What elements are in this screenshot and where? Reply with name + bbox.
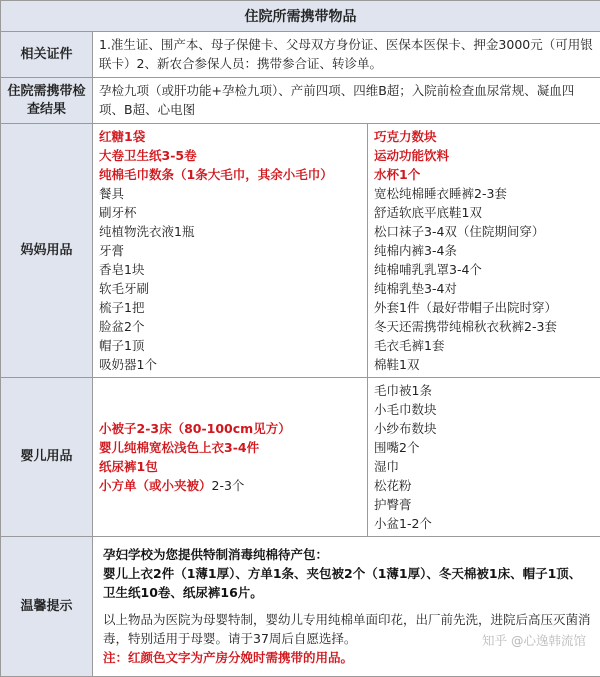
item-text: 小毛巾数块 [374, 402, 437, 417]
list-item [374, 381, 594, 400]
item-text: 餐具 [99, 186, 124, 201]
item-text: 松花粉 [374, 478, 412, 493]
item-text: 冬天还需携带纯棉秋衣秋裤2-3套 [374, 319, 557, 334]
tips-note: 注：红颜色文字为产房分娩时需携带的用品。 [103, 648, 592, 667]
list-item [374, 438, 594, 457]
item-text: 纯棉乳垫3-4对 [374, 281, 457, 296]
list-item [99, 476, 361, 495]
tips-content [93, 537, 600, 677]
item-text: 梳子1把 [99, 300, 144, 315]
item-text: 纯植物洗衣液1瓶 [99, 224, 194, 239]
list-item [374, 336, 594, 355]
item-text: 外套1件（最好带帽子出院时穿） [374, 300, 557, 315]
item-text: 吸奶器1个 [99, 357, 157, 372]
list-item [374, 241, 594, 260]
list-item [99, 355, 361, 374]
tips-package: 婴儿上衣2件（1薄1厚）、方单1条、夹包被2个（1薄1厚）、冬天棉被1床、帽子1顶、卫生纸10卷、纸尿裤16片。 [103, 564, 592, 602]
list-item [99, 165, 361, 184]
docs-text: 1.准生证、围产本、母子保健卡、父母双方身份证、医保本医保卡、押金3000元（可用银联卡）2、新农合参保人员：携带参合证、转诊单。 [93, 32, 600, 78]
list-item [374, 222, 594, 241]
item-text: 纸尿裤1包 [99, 459, 158, 474]
baby-items-right [368, 378, 600, 537]
list-item [374, 514, 594, 533]
list-item [374, 317, 594, 336]
item-text: 大卷卫生纸3-5卷 [99, 148, 197, 163]
item-text: 巧克力数块 [374, 129, 437, 144]
item-text: 帽子1顶 [99, 338, 144, 353]
list-item [374, 476, 594, 495]
list-item [99, 184, 361, 203]
list-item [374, 165, 594, 184]
item-text: 水杯1个 [374, 167, 420, 182]
item-text: 舒适软底平底鞋1双 [374, 205, 482, 220]
item-text: 湿巾 [374, 459, 399, 474]
item-text: 小纱布数块 [374, 421, 437, 436]
list-item [374, 184, 594, 203]
item-text: 红糖1袋 [99, 129, 145, 144]
item-text: 棉鞋1双 [374, 357, 419, 372]
mom-items-right [368, 124, 600, 378]
list-item [99, 203, 361, 222]
list-item [99, 336, 361, 355]
item-text: 刷牙杯 [99, 205, 137, 220]
tips-description: 以上物品为医院为母婴特制，婴幼儿专用纯棉单面印花，出厂前先洗，进院后高压灭菌消毒，特别适用于母婴。请于37周后自愿选择。 [103, 610, 592, 648]
results-text: 孕检九项（或肝功能+孕检九项）、产前四项、四维B超；入院前检查血尿常规、凝血四项、B超、心电图 [93, 78, 600, 124]
list-item [374, 146, 594, 165]
list-item [374, 127, 594, 146]
item-text: 纯棉哺乳乳罩3-4个 [374, 262, 482, 277]
item-text: 运动功能饮料 [374, 148, 449, 163]
item-text: 毛衣毛裤1套 [374, 338, 444, 353]
list-item [374, 260, 594, 279]
list-item [374, 203, 594, 222]
mom-label: 妈妈用品 [1, 124, 93, 378]
list-item [99, 298, 361, 317]
table-title: 住院所需携带物品 [1, 1, 600, 32]
item-text: 护臀膏 [374, 497, 412, 512]
tips-label: 温馨提示 [1, 537, 93, 677]
item-quantity: 2-3个 [212, 478, 245, 493]
list-item [99, 146, 361, 165]
list-item [374, 279, 594, 298]
tips-heading: 孕妇学校为您提供特制消毒纯棉待产包： [103, 545, 592, 564]
baby-items-left [93, 378, 368, 537]
list-item [99, 457, 361, 476]
item-text: 软毛牙刷 [99, 281, 149, 296]
mom-items-left [93, 124, 368, 378]
item-text: 宽松纯棉睡衣睡裤2-3套 [374, 186, 507, 201]
list-item [374, 457, 594, 476]
watermark: 知乎 @心逸韩流馆 [482, 631, 586, 649]
results-label: 住院需携带检查结果 [1, 78, 93, 124]
list-item [374, 400, 594, 419]
list-item [99, 279, 361, 298]
item-text: 小被子2-3床（80-100cm见方） [99, 421, 291, 436]
list-item [374, 355, 594, 374]
item-text: 小方单（或小夹被） [99, 478, 212, 493]
list-item [99, 317, 361, 336]
item-text: 毛巾被1条 [374, 383, 432, 398]
list-item [99, 419, 361, 438]
item-text: 香皂1块 [99, 262, 144, 277]
list-item [374, 298, 594, 317]
item-text: 小盆1-2个 [374, 516, 432, 531]
list-item [374, 495, 594, 514]
item-text: 纯棉毛巾数条（1条大毛巾，其余小毛巾） [99, 167, 333, 182]
baby-label: 婴儿用品 [1, 378, 93, 537]
item-text: 脸盆2个 [99, 319, 144, 334]
list-item [99, 241, 361, 260]
list-item [374, 419, 594, 438]
list-item [99, 222, 361, 241]
item-text: 婴儿纯棉宽松浅色上衣3-4件 [99, 440, 259, 455]
item-text: 牙膏 [99, 243, 124, 258]
item-text: 围嘴2个 [374, 440, 419, 455]
list-item [99, 438, 361, 457]
item-text: 松口袜子3-4双（住院期间穿） [374, 224, 544, 239]
list-item [99, 260, 361, 279]
docs-label: 相关证件 [1, 32, 93, 78]
list-item [99, 127, 361, 146]
item-text: 纯棉内裤3-4条 [374, 243, 457, 258]
